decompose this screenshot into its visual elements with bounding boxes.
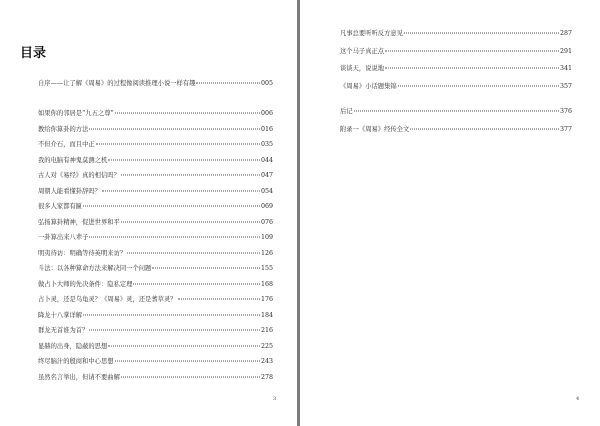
dot-leader [89,237,260,238]
toc-entry[interactable] [38,311,273,320]
toc-entry[interactable] [38,326,273,335]
dot-leader [115,361,260,362]
toc-entry-page: 357 [559,82,572,90]
toc-entry-page: 126 [260,249,273,257]
toc-entry-page: 243 [260,358,273,365]
dot-leader [152,268,260,269]
left-page [0,0,297,426]
toc-entry-page: 184 [260,311,273,319]
toc-entry-page: 225 [260,342,273,350]
dot-leader [404,33,559,34]
dot-leader [83,314,260,315]
toc-entry[interactable] [340,29,572,38]
toc-entry-page: 291 [559,47,572,55]
toc-entry-title: 群龙无首谁为首？ [38,327,89,334]
dot-leader [121,376,260,377]
dot-leader [96,144,260,145]
dot-leader [398,85,559,86]
dot-leader [178,299,260,300]
dot-leader [127,252,260,253]
toc-entry-page: 176 [260,296,273,303]
toc-entry[interactable] [38,357,273,366]
toc-entry-title: 《周易》小话题集锦 [340,82,397,90]
dot-leader [196,83,260,84]
toc-entry-title: 终尽脑汁的殷商和中心思想 [38,358,114,365]
toc-entry[interactable] [38,233,273,242]
toc-entry-title: 这个马子真正点 [340,47,385,55]
toc-entry-title: 一卦算出来八辈子 [38,234,89,241]
dot-leader [89,128,260,129]
toc-entry-title: 教给你算卦的方法 [38,125,89,133]
toc-entry-title: 明夷待访：明确等待英明来访？ [38,249,127,257]
toc-entry-page: 278 [260,373,273,381]
toc-entry-title: 显赫的出身，隐蔽的思想 [38,342,108,350]
toc-entry[interactable] [340,107,572,116]
dot-leader [354,111,559,112]
toc-entry[interactable] [340,82,572,91]
toc-entry[interactable] [38,373,273,382]
right-page [300,0,600,426]
toc-entry-title: 如果你的邻居是“九五之尊” [38,110,114,117]
toc-entry-title: 占卜灵，还是乌龟灵？《周易》灵，还是蓍草灵？ [38,296,177,303]
toc-entry-page: 109 [260,234,273,241]
toc-entry-page: 155 [260,265,273,272]
toc-entry-page: 069 [260,203,273,210]
toc-entry-title: 不但介石，而且中正 [38,141,95,148]
toc-entry-title: 附录一《周易》经传全文 [340,125,410,133]
toc-entry[interactable] [38,156,273,165]
toc-entry[interactable] [38,125,273,134]
toc-entry[interactable] [38,342,273,351]
toc-entry-title: 降龙十八掌详解 [38,311,83,319]
toc-entry-page: 287 [559,30,572,37]
toc-entry[interactable] [38,295,273,304]
dot-leader [121,175,260,176]
dot-leader [115,113,260,114]
toc-entry-page: 377 [559,125,572,133]
toc-entry-title: 虽然名言举出，但请不要曲解 [38,373,120,381]
toc-entry-title: 我的电脑有神鬼莫测之机 [38,156,108,164]
toc-entry[interactable] [340,125,572,134]
toc-title: 目录 [20,46,47,61]
toc-entry[interactable] [340,47,572,56]
toc-entry-title: 周朝人能看懂卦辞吗？ [38,187,101,195]
toc-entry-title: 后记 [340,108,353,115]
toc-entry-page: 168 [260,280,273,288]
dot-leader [89,330,260,331]
toc-entry-title: 凡事总要听听反方意见 [340,30,403,37]
toc-entry-page: 341 [559,65,572,72]
toc-entry-page: 016 [260,125,273,133]
toc-entry[interactable] [38,280,273,289]
page-number: 4 [576,396,580,402]
dot-leader [385,50,559,51]
toc-entry[interactable] [38,109,273,118]
toc-entry-page: 044 [260,156,273,164]
toc-entry[interactable] [38,202,273,211]
toc-entry-title: 弘扬算卦精神，促进世界和平 [38,218,120,226]
toc-entry[interactable] [38,187,273,196]
dot-leader [83,206,260,207]
toc-entry[interactable] [38,171,273,180]
toc-entry-page: 047 [260,172,273,179]
dot-leader [108,159,260,160]
toc-entry-page: 076 [260,218,273,226]
toc-entry-title: 斗法：以各种算命方法来解决同一个问题 [38,265,152,272]
toc-entry[interactable] [38,218,273,227]
toc-entry-title: 谈谈天，说说地 [340,65,385,72]
toc-entry-page: 035 [260,141,273,148]
toc-entry-page: 216 [260,327,273,334]
dot-leader [410,128,559,129]
toc-entry[interactable] [340,64,572,73]
dot-leader [385,68,559,69]
dot-leader [121,221,260,222]
toc-entry-preface[interactable] [38,79,273,88]
toc-entry[interactable] [38,249,273,258]
toc-entry-title: 做占卜大师的先决条件：隐私定理 [38,280,133,288]
toc-entry[interactable] [38,140,273,149]
toc-entry-title: 自序——让了解《周易》的过程像阅读推理小说一样有趣 [38,80,196,87]
toc-entry-page: 376 [559,108,572,115]
dot-leader [108,345,260,346]
dot-leader [133,283,260,284]
toc-entry-page: 005 [260,80,273,87]
toc-entry[interactable] [38,264,273,273]
toc-entry-page: 006 [260,110,273,117]
page-number: 3 [273,396,277,402]
toc-entry-title: 很多人家都有匾 [38,203,83,210]
toc-entry-page: 054 [260,187,273,195]
dot-leader [102,190,260,191]
toc-entry-title: 古人对《易经》真的相信吗？ [38,172,120,179]
